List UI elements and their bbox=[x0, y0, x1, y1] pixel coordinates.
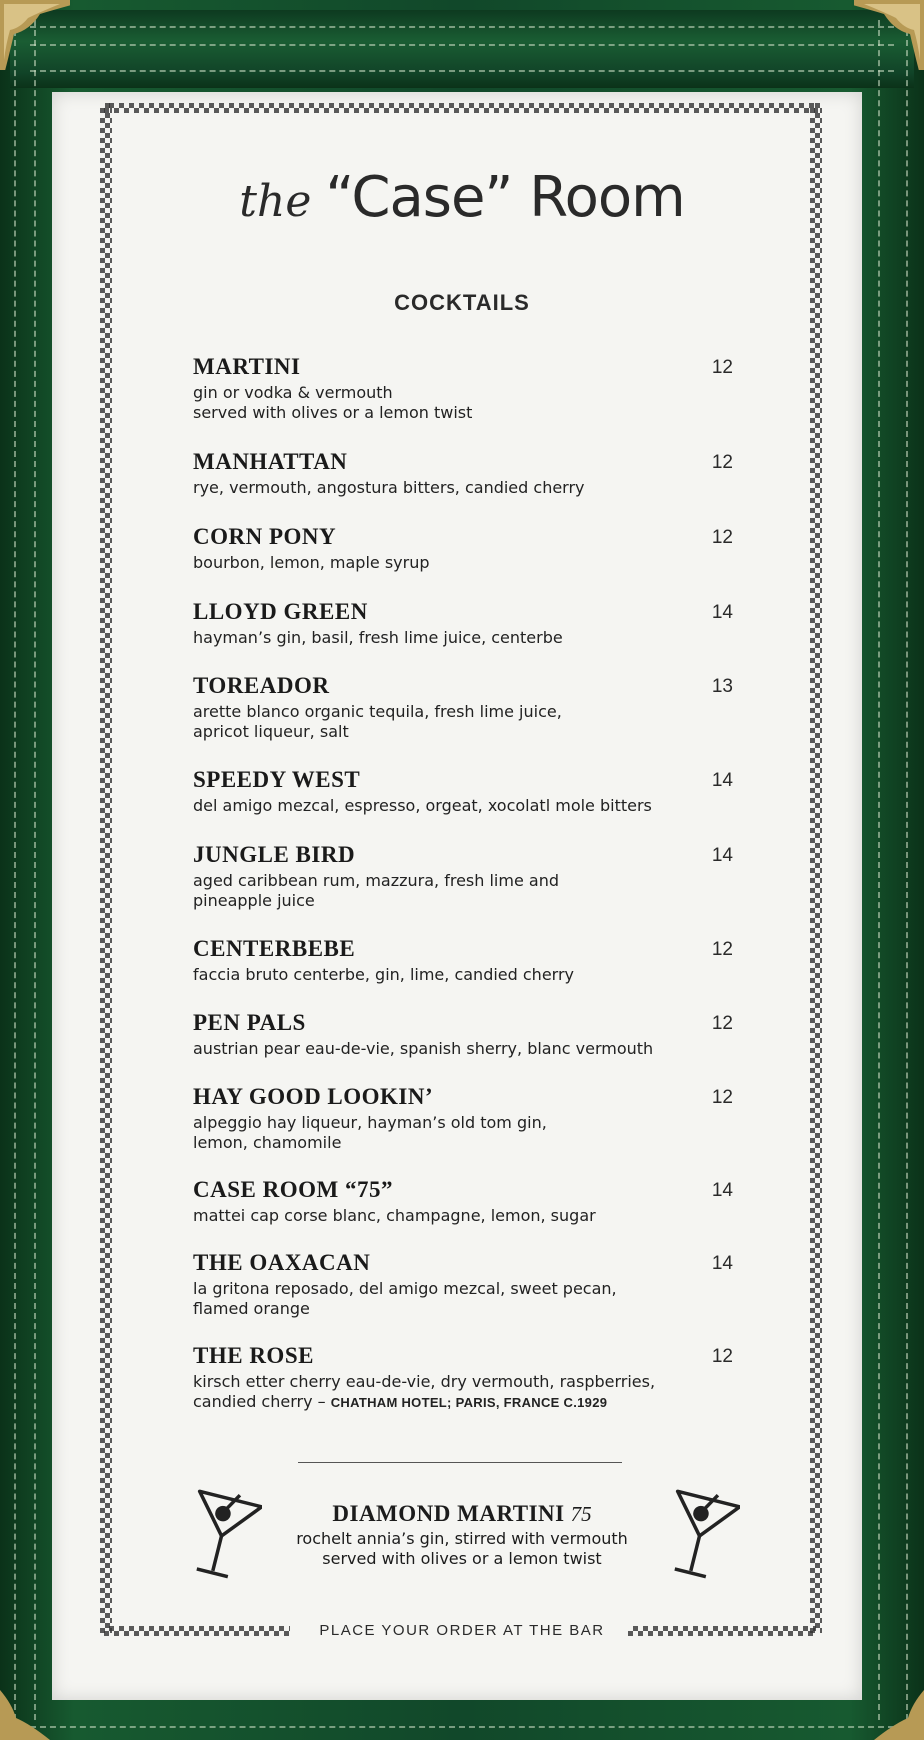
item-price: 12 bbox=[711, 939, 733, 960]
item-name: HAY GOOD LOOKIN’ bbox=[193, 1084, 434, 1109]
decorative-border-top bbox=[104, 103, 818, 113]
menu-item bbox=[193, 767, 733, 816]
menu-item bbox=[193, 936, 733, 985]
section-divider bbox=[298, 1462, 622, 1463]
item-price: 14 bbox=[711, 602, 733, 623]
item-description: austrian pear eau-de-vie, spanish sherry, blanc vermouth bbox=[193, 1039, 654, 1058]
item-name: LLOYD GREEN bbox=[193, 599, 368, 624]
item-description: gin or vodka & vermouth served with olives or a lemon twist bbox=[193, 383, 473, 422]
item-price: 12 bbox=[711, 357, 733, 378]
item-description-text: kirsch etter cherry eau-de-vie, dry vermouth, raspberries, candied cherry – bbox=[193, 1372, 656, 1411]
item-price: 14 bbox=[711, 770, 733, 791]
stitching bbox=[30, 70, 894, 72]
item-price: 12 bbox=[711, 1013, 733, 1034]
item-source-note: CHATHAM HOTEL; PARIS, FRANCE C.1929 bbox=[330, 1395, 608, 1410]
stitching bbox=[30, 44, 894, 46]
item-price: 13 bbox=[711, 676, 733, 697]
item-description: alpeggio hay liqueur, hayman’s old tom gin, lemon, chamomile bbox=[193, 1113, 547, 1152]
item-description: del amigo mezcal, espresso, orgeat, xocolatl mole bitters bbox=[193, 796, 652, 815]
item-name: SPEEDY WEST bbox=[193, 767, 361, 792]
decorative-border-right bbox=[810, 103, 822, 1633]
item-description: mattei cap corse blanc, champagne, lemon, sugar bbox=[193, 1206, 596, 1225]
item-name: CASE ROOM “75” bbox=[193, 1177, 393, 1202]
menu-item bbox=[193, 1010, 733, 1059]
item-price: 12 bbox=[711, 1346, 733, 1367]
cover-top-band bbox=[10, 10, 914, 88]
item-name: CENTERBEBE bbox=[193, 936, 356, 961]
decorative-border-left bbox=[100, 103, 112, 1633]
menu-item bbox=[193, 1177, 733, 1226]
item-name: JUNGLE BIRD bbox=[193, 842, 356, 867]
item-name: CORN PONY bbox=[193, 524, 337, 549]
title-prefix: the bbox=[239, 176, 312, 227]
stitching bbox=[34, 20, 36, 1720]
menu-item bbox=[193, 1343, 733, 1413]
footer-note: PLACE YOUR ORDER AT THE BAR bbox=[319, 1622, 605, 1639]
item-description: la gritona reposado, del amigo mezcal, sweet pecan, flamed orange bbox=[193, 1279, 617, 1318]
item-name: THE ROSE bbox=[193, 1343, 314, 1368]
special-description: rochelt annia’s gin, stirred with vermouth served with olives or a lemon twist bbox=[296, 1529, 628, 1568]
stitching bbox=[30, 26, 894, 28]
menu-item bbox=[193, 673, 733, 742]
venue-title bbox=[0, 165, 924, 230]
item-description: arette blanco organic tequila, fresh lime juice, apricot liqueur, salt bbox=[193, 702, 562, 741]
stitching bbox=[878, 20, 880, 1720]
item-description: faccia bruto centerbe, gin, lime, candied cherry bbox=[193, 965, 574, 984]
featured-cocktail bbox=[250, 1501, 674, 1569]
item-name: MANHATTAN bbox=[193, 449, 348, 474]
item-name: THE OAXACAN bbox=[193, 1250, 371, 1275]
menu-item bbox=[193, 449, 733, 498]
menu-item bbox=[193, 599, 733, 648]
item-price: 14 bbox=[711, 1180, 733, 1201]
item-price: 12 bbox=[711, 1087, 733, 1108]
special-price: 75 bbox=[570, 1502, 592, 1526]
stitching bbox=[30, 1726, 894, 1728]
stitching bbox=[906, 20, 908, 1720]
stitching bbox=[14, 20, 16, 1720]
brass-corner-icon bbox=[854, 0, 924, 70]
item-description: hayman’s gin, basil, fresh lime juice, centerbe bbox=[193, 628, 563, 647]
menu-item bbox=[193, 1250, 733, 1319]
item-price: 14 bbox=[711, 1253, 733, 1274]
menu-item bbox=[193, 842, 733, 911]
item-description: bourbon, lemon, maple syrup bbox=[193, 553, 430, 572]
item-description bbox=[193, 1372, 733, 1413]
menu-item bbox=[193, 1084, 733, 1153]
item-price: 12 bbox=[711, 452, 733, 473]
title-main: “Case” Room bbox=[325, 165, 685, 230]
brass-corner-icon bbox=[854, 1670, 924, 1740]
menu-item bbox=[193, 354, 733, 423]
item-name: MARTINI bbox=[193, 354, 301, 379]
item-name: TOREADOR bbox=[193, 673, 330, 698]
item-price: 12 bbox=[711, 527, 733, 548]
brass-corner-icon bbox=[0, 0, 70, 70]
item-description: aged caribbean rum, mazzura, fresh lime and pineapple juice bbox=[193, 871, 559, 910]
special-name: DIAMOND MARTINI bbox=[332, 1501, 565, 1526]
section-heading: COCKTAILS bbox=[394, 290, 530, 315]
menu-item bbox=[193, 524, 733, 573]
item-name: PEN PALS bbox=[193, 1010, 306, 1035]
item-description: rye, vermouth, angostura bitters, candied cherry bbox=[193, 478, 585, 497]
item-price: 14 bbox=[711, 845, 733, 866]
